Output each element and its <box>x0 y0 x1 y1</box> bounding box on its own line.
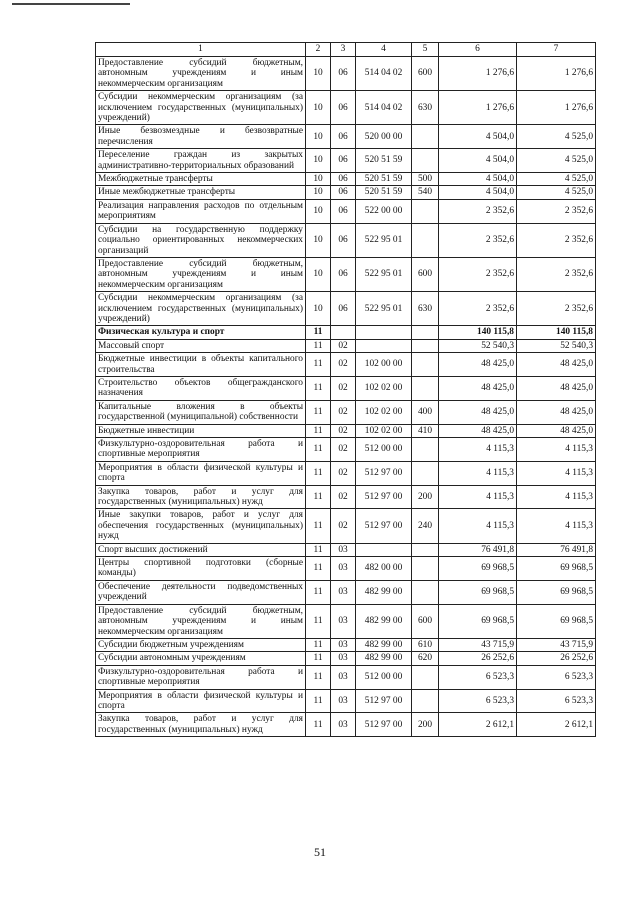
target-article-code: 512 97 00 <box>356 461 412 485</box>
table-row <box>96 353 596 377</box>
section-code: 11 <box>306 326 331 339</box>
expense-type-code: 500 <box>412 173 439 186</box>
section-code: 10 <box>306 57 331 91</box>
target-article-code: 522 95 01 <box>356 223 412 257</box>
amount-year-2: 2 612,1 <box>517 713 596 737</box>
amount-year-2: 140 115,8 <box>517 326 596 339</box>
amount-year-2: 4 115,3 <box>517 461 596 485</box>
item-name: Спорт высших достижений <box>96 543 306 556</box>
target-article-code: 514 04 02 <box>356 57 412 91</box>
amount-year-2: 4 115,3 <box>517 509 596 543</box>
target-article-code: 102 02 00 <box>356 424 412 437</box>
expense-type-code: 400 <box>412 400 439 424</box>
target-article-code: 482 99 00 <box>356 604 412 638</box>
target-article-code: 522 95 01 <box>356 292 412 326</box>
target-article-code: 514 04 02 <box>356 91 412 125</box>
section-code: 10 <box>306 91 331 125</box>
table-row <box>96 580 596 604</box>
expense-type-code: 600 <box>412 57 439 91</box>
amount-year-1: 52 540,3 <box>439 339 517 352</box>
expense-type-code: 610 <box>412 638 439 651</box>
item-name: Бюджетные инвестиции в объекты капитального строительства <box>96 353 306 377</box>
table-row <box>96 604 596 638</box>
amount-year-2: 1 276,6 <box>517 91 596 125</box>
budget-table <box>95 42 596 737</box>
amount-year-2: 26 252,6 <box>517 652 596 665</box>
subsection-code: 03 <box>331 665 356 689</box>
amount-year-1: 69 968,5 <box>439 604 517 638</box>
table-row <box>96 149 596 173</box>
amount-year-2: 2 352,6 <box>517 223 596 257</box>
subsection-code: 06 <box>331 173 356 186</box>
amount-year-2: 48 425,0 <box>517 424 596 437</box>
target-article-code: 512 97 00 <box>356 509 412 543</box>
item-name: Реализация направления расходов по отдельным мероприятиям <box>96 199 306 223</box>
expense-type-code <box>412 199 439 223</box>
subsection-code: 06 <box>331 57 356 91</box>
section-code: 11 <box>306 339 331 352</box>
subsection-code: 02 <box>331 400 356 424</box>
amount-year-1: 76 491,8 <box>439 543 517 556</box>
expense-type-code: 600 <box>412 257 439 291</box>
amount-year-2: 1 276,6 <box>517 57 596 91</box>
target-article-code <box>356 543 412 556</box>
subsection-code: 02 <box>331 353 356 377</box>
item-name: Субсидии бюджетным учреждениям <box>96 638 306 651</box>
item-name: Предоставление субсидий бюджетным, автономным учреждениям и иным некоммерческим организациям <box>96 257 306 291</box>
target-article-code: 482 99 00 <box>356 652 412 665</box>
section-code: 10 <box>306 149 331 173</box>
item-name: Физкультурно-оздоровительная работа и спортивные мероприятия <box>96 438 306 462</box>
table-row <box>96 57 596 91</box>
expense-type-code <box>412 326 439 339</box>
table-row <box>96 713 596 737</box>
target-article-code: 520 00 00 <box>356 125 412 149</box>
table-row <box>96 199 596 223</box>
item-name: Мероприятия в области физической культуры и спорта <box>96 689 306 713</box>
amount-year-2: 4 525,0 <box>517 125 596 149</box>
subsection-code: 03 <box>331 638 356 651</box>
amount-year-1: 2 352,6 <box>439 223 517 257</box>
column-header: 4 <box>356 43 412 57</box>
amount-year-2: 43 715,9 <box>517 638 596 651</box>
expense-type-code <box>412 125 439 149</box>
item-name: Субсидии на государственную поддержку социально ориентированных некоммерческих организаций <box>96 223 306 257</box>
expense-type-code: 630 <box>412 91 439 125</box>
table-row <box>96 186 596 199</box>
target-article-code: 512 97 00 <box>356 485 412 509</box>
section-code: 11 <box>306 580 331 604</box>
amount-year-1: 48 425,0 <box>439 400 517 424</box>
subsection-code <box>331 326 356 339</box>
subsection-code: 06 <box>331 292 356 326</box>
target-article-code: 482 99 00 <box>356 580 412 604</box>
section-code: 11 <box>306 604 331 638</box>
table-row <box>96 326 596 339</box>
table-row <box>96 424 596 437</box>
amount-year-2: 4 115,3 <box>517 438 596 462</box>
table-row <box>96 376 596 400</box>
expense-type-code: 600 <box>412 604 439 638</box>
amount-year-1: 4 504,0 <box>439 125 517 149</box>
amount-year-1: 2 352,6 <box>439 199 517 223</box>
table-row <box>96 665 596 689</box>
table-row <box>96 91 596 125</box>
expense-type-code <box>412 149 439 173</box>
expense-type-code: 200 <box>412 485 439 509</box>
amount-year-2: 52 540,3 <box>517 339 596 352</box>
amount-year-1: 4 504,0 <box>439 149 517 173</box>
section-code: 10 <box>306 173 331 186</box>
expense-type-code: 630 <box>412 292 439 326</box>
section-code: 10 <box>306 125 331 149</box>
target-article-code <box>356 326 412 339</box>
section-code: 11 <box>306 438 331 462</box>
amount-year-2: 48 425,0 <box>517 353 596 377</box>
target-article-code: 520 51 59 <box>356 149 412 173</box>
target-article-code: 512 00 00 <box>356 665 412 689</box>
item-name: Иные межбюджетные трансферты <box>96 186 306 199</box>
amount-year-2: 4 115,3 <box>517 485 596 509</box>
column-header: 7 <box>517 43 596 57</box>
amount-year-2: 69 968,5 <box>517 557 596 581</box>
amount-year-1: 140 115,8 <box>439 326 517 339</box>
item-name: Обеспечение деятельности подведомственных учреждений <box>96 580 306 604</box>
subsection-code: 06 <box>331 199 356 223</box>
section-code: 11 <box>306 557 331 581</box>
subsection-code: 02 <box>331 461 356 485</box>
table-row <box>96 543 596 556</box>
table-row <box>96 509 596 543</box>
table-header-row <box>96 43 596 57</box>
amount-year-1: 26 252,6 <box>439 652 517 665</box>
section-code: 10 <box>306 257 331 291</box>
subsection-code: 03 <box>331 543 356 556</box>
section-code: 11 <box>306 400 331 424</box>
subsection-code: 06 <box>331 149 356 173</box>
amount-year-1: 4 115,3 <box>439 509 517 543</box>
table-row <box>96 485 596 509</box>
amount-year-2: 6 523,3 <box>517 689 596 713</box>
item-name: Субсидии автономным учреждениям <box>96 652 306 665</box>
table-row <box>96 292 596 326</box>
subsection-code: 06 <box>331 223 356 257</box>
amount-year-2: 48 425,0 <box>517 400 596 424</box>
target-article-code: 102 02 00 <box>356 376 412 400</box>
table-row <box>96 557 596 581</box>
amount-year-1: 6 523,3 <box>439 665 517 689</box>
amount-year-1: 4 115,3 <box>439 485 517 509</box>
subsection-code: 06 <box>331 257 356 291</box>
amount-year-2: 6 523,3 <box>517 665 596 689</box>
amount-year-2: 4 525,0 <box>517 186 596 199</box>
section-code: 10 <box>306 292 331 326</box>
target-article-code: 482 99 00 <box>356 638 412 651</box>
expense-type-code <box>412 543 439 556</box>
target-article-code: 522 95 01 <box>356 257 412 291</box>
amount-year-1: 69 968,5 <box>439 557 517 581</box>
item-name: Физическая культура и спорт <box>96 326 306 339</box>
table-body <box>96 57 596 737</box>
subsection-code: 02 <box>331 424 356 437</box>
amount-year-2: 4 525,0 <box>517 149 596 173</box>
item-name: Межбюджетные трансферты <box>96 173 306 186</box>
amount-year-1: 4 504,0 <box>439 173 517 186</box>
table-row <box>96 461 596 485</box>
item-name: Предоставление субсидий бюджетным, автономным учреждениям и иным некоммерческим организациям <box>96 57 306 91</box>
section-code: 11 <box>306 485 331 509</box>
table-row <box>96 223 596 257</box>
expense-type-code <box>412 339 439 352</box>
expense-type-code: 540 <box>412 186 439 199</box>
subsection-code: 06 <box>331 91 356 125</box>
amount-year-1: 69 968,5 <box>439 580 517 604</box>
section-code: 11 <box>306 509 331 543</box>
amount-year-2: 69 968,5 <box>517 580 596 604</box>
item-name: Капитальные вложения в объекты государственной (муниципальной) собственности <box>96 400 306 424</box>
column-header: 1 <box>96 43 306 57</box>
subsection-code: 02 <box>331 509 356 543</box>
amount-year-2: 4 525,0 <box>517 173 596 186</box>
subsection-code: 02 <box>331 339 356 352</box>
section-code: 10 <box>306 223 331 257</box>
item-name: Бюджетные инвестиции <box>96 424 306 437</box>
expense-type-code: 200 <box>412 713 439 737</box>
section-code: 11 <box>306 713 331 737</box>
item-name: Закупка товаров, работ и услуг для государственных (муниципальных) нужд <box>96 485 306 509</box>
table-row <box>96 400 596 424</box>
target-article-code: 102 02 00 <box>356 400 412 424</box>
amount-year-1: 4 115,3 <box>439 461 517 485</box>
item-name: Предоставление субсидий бюджетным, автономным учреждениям и иным некоммерческим организациям <box>96 604 306 638</box>
subsection-code: 06 <box>331 186 356 199</box>
target-article-code: 522 00 00 <box>356 199 412 223</box>
table-row <box>96 652 596 665</box>
target-article-code: 482 00 00 <box>356 557 412 581</box>
item-name: Физкультурно-оздоровительная работа и спортивные мероприятия <box>96 665 306 689</box>
table-row <box>96 689 596 713</box>
expense-type-code: 620 <box>412 652 439 665</box>
subsection-code: 03 <box>331 604 356 638</box>
column-header: 3 <box>331 43 356 57</box>
amount-year-2: 2 352,6 <box>517 292 596 326</box>
amount-year-1: 48 425,0 <box>439 424 517 437</box>
expense-type-code <box>412 461 439 485</box>
target-article-code: 520 51 59 <box>356 186 412 199</box>
section-code: 11 <box>306 689 331 713</box>
scan-edge-line <box>12 3 130 5</box>
subsection-code: 03 <box>331 689 356 713</box>
target-article-code: 512 97 00 <box>356 689 412 713</box>
expense-type-code <box>412 665 439 689</box>
amount-year-1: 2 352,6 <box>439 257 517 291</box>
amount-year-1: 48 425,0 <box>439 353 517 377</box>
section-code: 11 <box>306 461 331 485</box>
item-name: Массовый спорт <box>96 339 306 352</box>
amount-year-2: 2 352,6 <box>517 257 596 291</box>
page-number: 51 <box>314 845 326 859</box>
expense-type-code <box>412 580 439 604</box>
table-row <box>96 638 596 651</box>
item-name: Строительство объектов общегражданского назначения <box>96 376 306 400</box>
expense-type-code <box>412 689 439 713</box>
table-row <box>96 173 596 186</box>
amount-year-1: 43 715,9 <box>439 638 517 651</box>
subsection-code: 06 <box>331 125 356 149</box>
subsection-code: 03 <box>331 557 356 581</box>
subsection-code: 03 <box>331 580 356 604</box>
subsection-code: 02 <box>331 376 356 400</box>
table-row <box>96 257 596 291</box>
amount-year-1: 2 612,1 <box>439 713 517 737</box>
column-header: 5 <box>412 43 439 57</box>
item-name: Закупка товаров, работ и услуг для государственных (муниципальных) нужд <box>96 713 306 737</box>
subsection-code: 03 <box>331 652 356 665</box>
section-code: 11 <box>306 665 331 689</box>
item-name: Центры спортивной подготовки (сборные команды) <box>96 557 306 581</box>
subsection-code: 03 <box>331 713 356 737</box>
item-name: Иные закупки товаров, работ и услуг для обеспечения государственных (муниципальных) нужд <box>96 509 306 543</box>
section-code: 11 <box>306 652 331 665</box>
section-code: 10 <box>306 199 331 223</box>
expense-type-code <box>412 353 439 377</box>
target-article-code: 102 00 00 <box>356 353 412 377</box>
amount-year-1: 1 276,6 <box>439 57 517 91</box>
expense-type-code <box>412 438 439 462</box>
item-name: Переселение граждан из закрытых административно-территориальных образований <box>96 149 306 173</box>
column-header: 6 <box>439 43 517 57</box>
target-article-code: 512 97 00 <box>356 713 412 737</box>
target-article-code: 520 51 59 <box>356 173 412 186</box>
section-code: 11 <box>306 424 331 437</box>
subsection-code: 02 <box>331 485 356 509</box>
expense-type-code <box>412 376 439 400</box>
section-code: 11 <box>306 376 331 400</box>
amount-year-1: 4 115,3 <box>439 438 517 462</box>
amount-year-1: 2 352,6 <box>439 292 517 326</box>
table-row <box>96 125 596 149</box>
amount-year-1: 1 276,6 <box>439 91 517 125</box>
expense-type-code <box>412 223 439 257</box>
section-code: 11 <box>306 543 331 556</box>
item-name: Иные безвозмездные и безвозвратные перечисления <box>96 125 306 149</box>
item-name: Субсидии некоммерческим организациям (за исключением государственных (муниципальных) учреждений) <box>96 292 306 326</box>
table-row <box>96 438 596 462</box>
section-code: 10 <box>306 186 331 199</box>
column-header: 2 <box>306 43 331 57</box>
section-code: 11 <box>306 353 331 377</box>
amount-year-1: 6 523,3 <box>439 689 517 713</box>
subsection-code: 02 <box>331 438 356 462</box>
amount-year-2: 2 352,6 <box>517 199 596 223</box>
section-code: 11 <box>306 638 331 651</box>
amount-year-2: 69 968,5 <box>517 604 596 638</box>
target-article-code: 512 00 00 <box>356 438 412 462</box>
target-article-code <box>356 339 412 352</box>
table-row <box>96 339 596 352</box>
amount-year-1: 48 425,0 <box>439 376 517 400</box>
item-name: Мероприятия в области физической культуры и спорта <box>96 461 306 485</box>
expense-type-code: 410 <box>412 424 439 437</box>
amount-year-2: 76 491,8 <box>517 543 596 556</box>
amount-year-2: 48 425,0 <box>517 376 596 400</box>
item-name: Субсидии некоммерческим организациям (за исключением государственных (муниципальных) учреждений) <box>96 91 306 125</box>
expense-type-code: 240 <box>412 509 439 543</box>
amount-year-1: 4 504,0 <box>439 186 517 199</box>
expense-type-code <box>412 557 439 581</box>
